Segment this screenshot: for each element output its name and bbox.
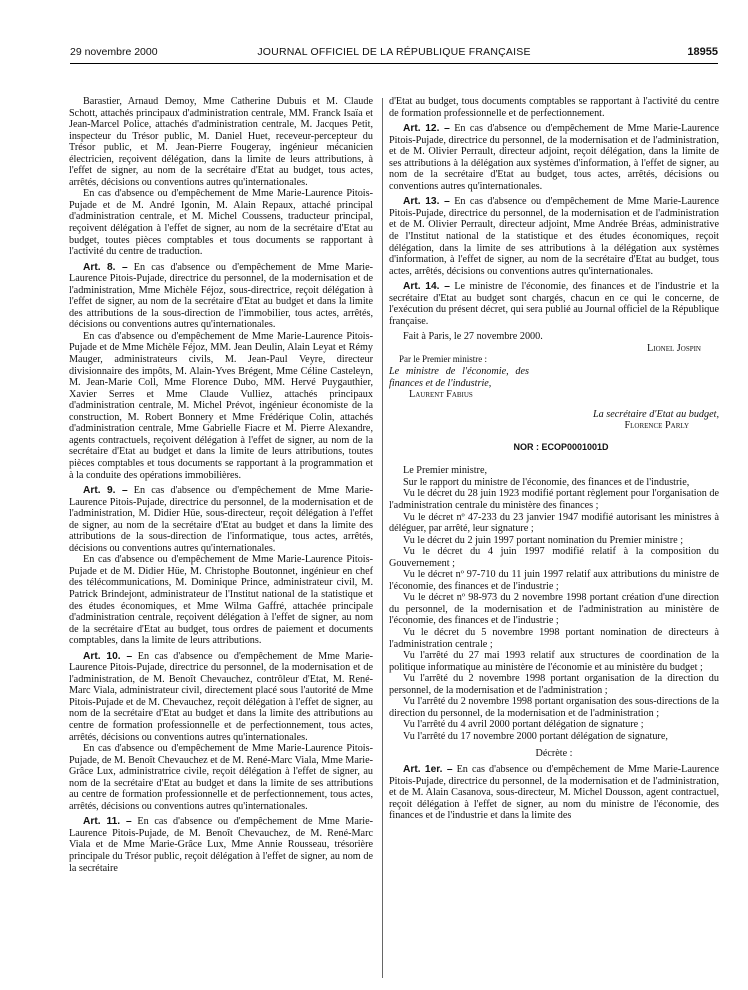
- article-paragraph: [389, 123, 719, 192]
- paragraph-text: En cas d'absence ou d'empêchement de Mme Marie-Laurence Pitois-Pujade et de M. Didier Hüe, M. Christophe Boutonnet, ingénieur en chef des télécommunications, M. Dominique Prince, administrateur civil, M. Patrick Brindejont, administrateur de l'Institut national de la statistique et des études économiques, et Mme Wilma Gaffré, attachée principale d'administration centrale, reçoivent délégation à l'effet de signer, au nom de la secrétaire d'Etat au budget, tous ordres de paiement et documents comptables, dans la limite de leurs attributions.: [69, 554, 373, 647]
- left-column: [69, 96, 373, 874]
- article-1: [389, 764, 719, 822]
- paragraph: [389, 673, 719, 696]
- paragraph-text: En cas d'absence ou d'empêchement de Mme Marie-Laurence Pitois-Pujade, directrice du personnel, de la modernisation et de l'administration, M. Didier Hüe, sous-directeur, reçoit délégation à l'effet de signer, au nom de la secrétaire d'Etat au budget et dans la limite des attributions de la sous-direction de l'informatique, tous actes, arrêtés, décisions ou conventions autres qu'internationales.: [69, 485, 374, 554]
- paragraph: [69, 743, 373, 812]
- paragraph-text: Vu le décret du 28 juin 1923 modifié portant règlement pour l'organisation de l'administration centrale du ministère des finances ;: [389, 488, 719, 511]
- paragraph-text: Vu le décret nº 97-710 du 11 juin 1997 relatif aux attributions du ministre de l'économie, des finances et de l'industrie ;: [389, 569, 719, 592]
- paragraph-text: Vu l'arrêté du 17 novembre 2000 portant délégation de signature,: [403, 730, 668, 742]
- article-label: Art. 10. –: [83, 650, 133, 662]
- issue-date: 29 novembre 2000: [70, 46, 158, 58]
- article-paragraph: [69, 816, 373, 874]
- pm-label: Par le Premier ministre :: [399, 354, 487, 365]
- paragraph-text: Vu le décret du 5 novembre 1998 portant nomination de directeurs à l'administration centrale ;: [389, 626, 719, 650]
- paragraph: [389, 731, 719, 743]
- minister-name: Laurent Fabius: [409, 389, 473, 401]
- paragraph-text: Le Premier ministre,: [403, 465, 488, 477]
- decrete-heading: Décrète :: [535, 748, 573, 760]
- paragraph-text: En cas d'absence ou d'empêchement de Mme Marie-Laurence Pitois-Pujade et de M. André Igonin, M. Alain Repaux, attaché principal d'administration centrale, et M. Michel Coussens, traducteur principal, reçoivent délégation à l'effet de signer, au nom de la secrétaire d'Etat au budget, toutes pièces comptables et tous documents se rapportant à l'activité du centre de traduction.: [69, 188, 373, 258]
- article-label: Art. 12. –: [403, 123, 450, 135]
- paragraph-text: Vu l'arrêté du 2 novembre 1998 portant organisation de la direction du personnel, de la modernisation et de l'administration ;: [389, 673, 719, 696]
- paragraph-text: Vu le décret du 4 juin 1997 modifié relatif à la composition du Gouvernement ;: [389, 546, 719, 569]
- column-divider: [382, 98, 383, 978]
- decree-1-end: [389, 96, 719, 327]
- paragraph-text: Vu l'arrêté du 27 mai 1993 relatif aux structures de coordination de la politique informatique au ministère de l'économie et au ministère du budget ;: [389, 650, 719, 673]
- place-date: Fait à Paris, le 27 novembre 2000.: [403, 331, 543, 343]
- paragraph-text: Sur le rapport du ministre de l'économie, des finances et de l'industrie,: [403, 476, 690, 488]
- paragraph-text: Vu le décret nº 47-233 du 23 janvier 1947 modifié autorisant les ministres à déléguer, par arrêté, leur signature ;: [389, 511, 719, 535]
- decree-2-preamble: [389, 465, 719, 742]
- paragraph-text: En cas d'absence ou d'empêchement de Mme Marie-Laurence Pitois-Pujade, de M. Benoît Chevauchez, de M. René-Marc Viala et de Mme Marie-Grâce Lux, Mme Annie Rousseau, trésorière principale du Trésor public, reçoit délégation à l'effet de signer, au nom de la secrétaire: [69, 816, 374, 874]
- header-rule: [70, 63, 718, 64]
- paragraph-text: Le ministre de l'économie, des finances et de l'industrie et la secrétaire d'Etat au budget sont chargés, chacun en ce qui le concerne, de l'exécution du présent décret, qui sera publié au Journal officiel de la République française.: [389, 281, 719, 327]
- paragraph: [389, 96, 719, 119]
- paragraph: [389, 535, 719, 547]
- article-label: Art. 13. –: [403, 196, 450, 208]
- article-paragraph: [389, 281, 719, 327]
- paragraph: [389, 477, 719, 489]
- paragraph: [69, 554, 373, 646]
- article-label: Art. 14. –: [403, 281, 450, 293]
- article-paragraph: [69, 485, 373, 554]
- minister-title: Le ministre de l'économie, des finances et de l'industrie,: [389, 366, 529, 389]
- right-column: [389, 96, 719, 822]
- paragraph: [389, 569, 719, 592]
- paragraph: [389, 627, 719, 650]
- page-header: [70, 46, 718, 62]
- paragraph-text: En cas d'absence ou d'empêchement de Mme Marie-Laurence Pitois-Pujade, de M. Benoît Chevauchez et de M. René-Marc Viala, Mme Marie-Grâce Lux, administratrice civile, reçoit délégation à l'effet de signer, au nom de la secrétaire d'Etat au budget et dans la limite de ses attributions au centre de formation professionnelle et de perfectionnement, tous actes, arrêtés, décisions ou conventions autres qu'internationales.: [69, 743, 373, 812]
- nor-reference: NOR : ECOP0001001D: [513, 441, 609, 452]
- paragraph-text: Vu l'arrêté du 4 avril 2000 portant délégation de signature ;: [403, 719, 644, 731]
- paragraph-text: Barastier, Arnaud Demoy, Mme Catherine Dubuis et M. Claude Schott, attachés principaux d'administration centrale, MM. Franck Isaïa et Jean-Marcel Police, attachés d'administration centrale, M. Jacques Petit, inspecteur du Trésor public, M. Daniel Huet, receveur-percepteur du Trésor public, et M. Jean-Pierre Fougeray, ingénieur mécanicien électricien, reçoivent délégation, dans la limite de leurs attributions, à l'effet de signer, au nom de la secrétaire d'Etat au budget, tous actes, arrêtés, décisions ou conventions autres qu'internationales.: [69, 96, 373, 188]
- paragraph: [389, 592, 719, 627]
- paragraph: [389, 465, 719, 477]
- article-label: Art. 9. –: [83, 485, 128, 497]
- article-label: Art. 1er. –: [403, 763, 453, 775]
- paragraph: [389, 512, 719, 535]
- secretary-name: Florence Parly: [624, 420, 689, 432]
- paragraph: [389, 650, 719, 673]
- paragraph: [69, 188, 373, 257]
- article-text: En cas d'absence ou d'empêchement de Mme Marie-Laurence Pitois-Pujade, directrice du personnel, de la modernisation et de l'administration, et de M. Alain Casanova, sous-directeur, M. Michel Dousson, agent contractuel, reçoit délégation à l'effet de signer, au nom du ministre de l'économie, des finances et de l'industrie et dans la limite des: [389, 763, 720, 822]
- secretary-title: La secrétaire d'Etat au budget,: [592, 408, 719, 420]
- paragraph: [389, 546, 719, 569]
- article-paragraph: [389, 196, 719, 277]
- paragraph-text: Vu le décret du 2 juin 1997 portant nomination du Premier ministre ;: [403, 534, 684, 546]
- paragraph-text: En cas d'absence ou d'empêchement de Mme Marie-Laurence Pitois-Pujade, directrice du personnel, de la modernisation et de l'administration, Mme Michèle Féjoz, sous-directrice, reçoit délégation à l'effet de signer, au nom de la secrétaire d'Etat au budget et dans la limite des attributions de la sous-direction de l'immobilier, tous actes, arrêtés, décisions ou conventions autres qu'internationales.: [69, 261, 374, 331]
- page-number: 18955: [687, 46, 718, 58]
- paragraph-text: d'Etat au budget, tous documents comptables se rapportant à l'activité du centre de formation professionnelle et de perfectionnement.: [389, 96, 719, 119]
- paragraph: [69, 96, 373, 188]
- article-paragraph: [69, 262, 373, 331]
- paragraph-text: En cas d'absence ou d'empêchement de Mme Marie-Laurence Pitois-Pujade, directrice du personnel, de la modernisation et de l'administration, et de M. Olivier Perrault, directeur adjoint, reçoit délégation, dans la limite de ses attributions à la délégation aux systèmes d'information, à l'effet de signer, au nom de la secrétaire d'Etat au budget, tous actes, arrêtés, décisions ou conventions autres qu'internationales.: [389, 123, 720, 192]
- paragraph: [69, 331, 373, 481]
- paragraph-text: Vu l'arrêté du 2 novembre 1998 portant organisation des sous-directions de la direction du personnel, de la modernisation et de l'administration ;: [389, 696, 719, 719]
- paragraph-text: Vu le décret nº 98-973 du 2 novembre 1998 portant création d'une direction du personnel, de la modernisation et de l'administration au ministère de l'économie, des finances et de l'industrie ;: [389, 592, 719, 627]
- paragraph-text: En cas d'absence ou d'empêchement de Mme Marie-Laurence Pitois-Pujade et de Mme Michèle Féjoz, MM. Jean Deulin, Alain Leyat et Rémy Mauger, administrateurs civils, M. Jean-Paul Veyre, directeur divisionnaire des impôts, M. Alain-Yves Brégent, Mme Céline Casteleyn, M. Jean-Marie Coll, Mme Florence Dubo, MM. Hervé Puygauthier, Xavier Serres et Mme Claude Vulliez, attachés principaux d'administration centrale, M. Michel Prévot, ingénieur économiste de la construction, M. Robert Bonnery et Mme Frédérique Colin, attachés d'administration centrale, Mme Gabrielle Fiacre et M. Pierre Alexandre, agents contractuels, reçoivent délégation à l'effet de signer, au nom de la secrétaire d'Etat au budget et dans la limite de leurs attributions, toutes pièces comptables et tous documents se rapportant à la programmation et à la conduite des opérations immobilières.: [69, 330, 373, 481]
- article-label: Art. 8. –: [83, 261, 128, 273]
- paragraph: [389, 719, 719, 731]
- paragraph: [389, 696, 719, 719]
- journal-title: JOURNAL OFFICIEL DE LA RÉPUBLIQUE FRANÇAISE: [257, 46, 531, 58]
- paragraph: [389, 488, 719, 511]
- paragraph-text: En cas d'absence ou d'empêchement de Mme Marie-Laurence Pitois-Pujade, directrice du personnel, de la modernisation et de l'administration et de M. Olivier Perrault, directeur adjoint, Mme Andrée Bréas, administrative de l'Institut national de la statistique et des études économiques, reçoit délégation, dans la limite de ses attributions à la délégation aux systèmes d'information, à l'effet de signer, au nom de la secrétaire d'Etat au budget, tous actes, arrêtés, décisions ou conventions autres qu'internationales.: [389, 196, 720, 277]
- article-paragraph: [69, 651, 373, 743]
- article-label: Art. 11. –: [83, 816, 132, 828]
- paragraph-text: En cas d'absence ou d'empêchement de Mme Marie-Laurence Pitois-Pujade, directrice du personnel, de la modernisation et de l'administration, de M. Benoît Chevauchez, contrôleur d'Etat, M. René-Marc Viala, administrateur civil, directement placé sous l'autorité de Mme Pitois-Pujade et de M. Chevauchez, reçoit délégation à l'effet de signer, au nom de la secrétaire d'Etat au budget et dans la limite des attributions au centre de formation professionnelle et de perfectionnement, tous actes, arrêtés, décisions ou conventions autres qu'internationales.: [69, 650, 374, 743]
- pm-signature: Lionel Jospin: [647, 342, 701, 354]
